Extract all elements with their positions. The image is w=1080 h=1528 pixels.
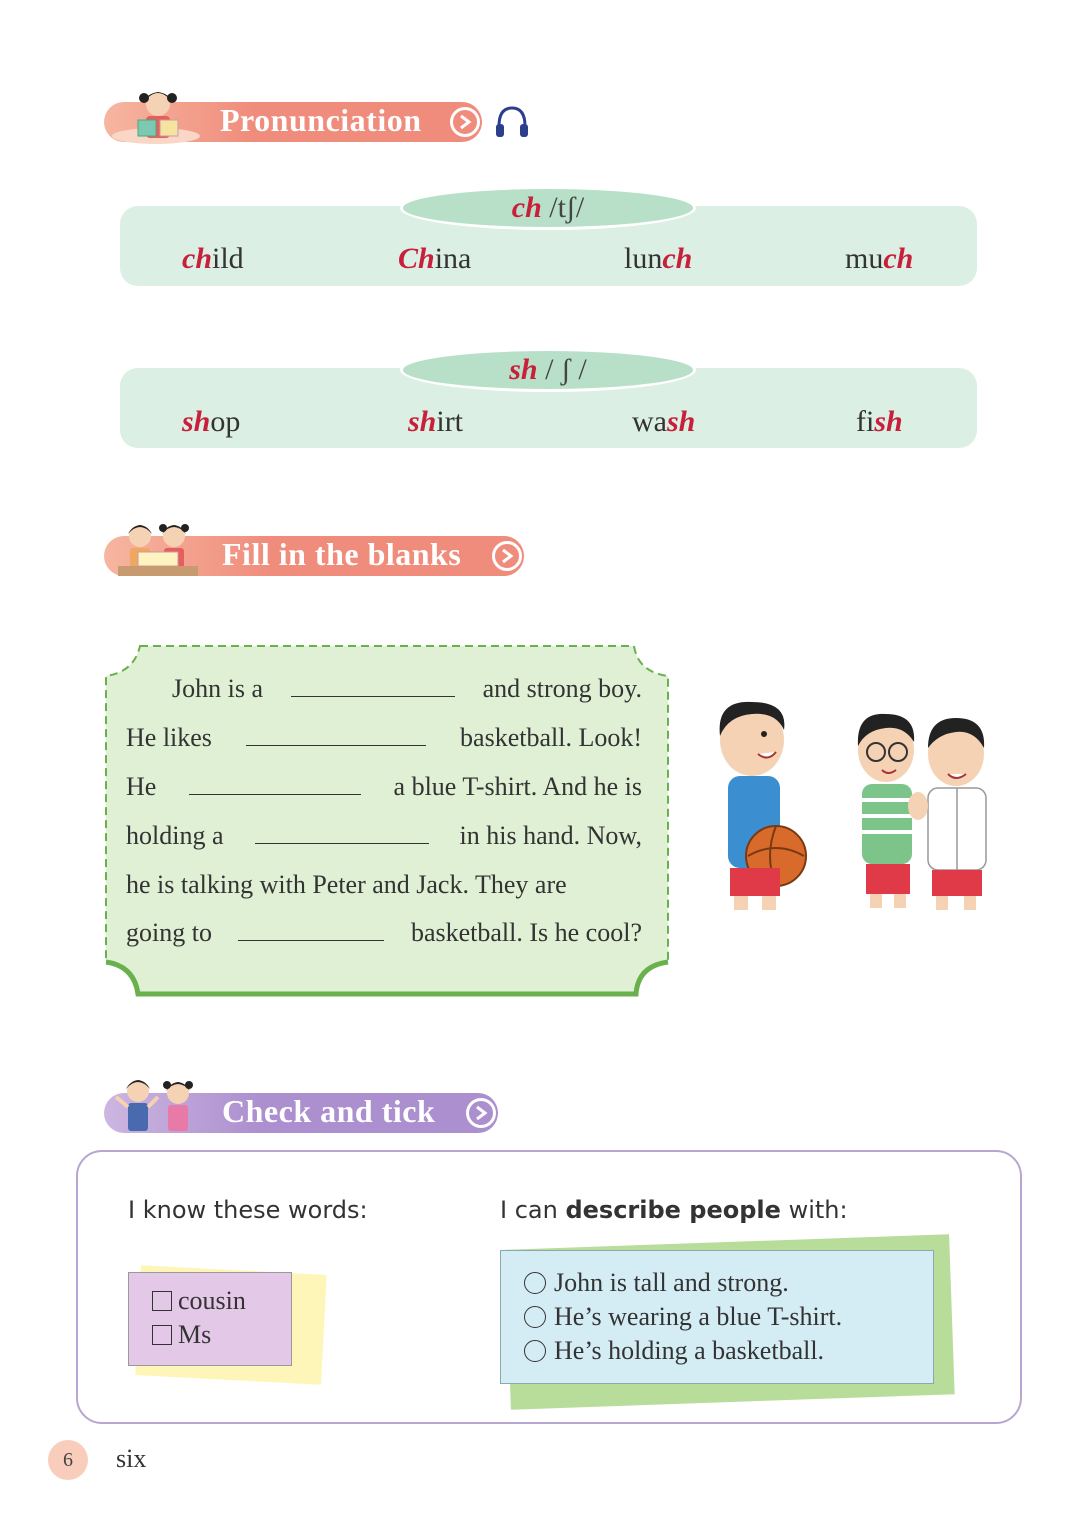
- play-arrow-icon[interactable]: [450, 107, 480, 137]
- fill-line: John is a and strong boy.: [172, 674, 642, 703]
- describe-header: I can describe people with:: [500, 1196, 848, 1224]
- headphones-icon[interactable]: [494, 104, 530, 140]
- phonics-word: child: [182, 242, 244, 275]
- blank-field[interactable]: [291, 675, 455, 697]
- phonics-letters: sh: [509, 353, 538, 386]
- kids-cheering-illustration: [108, 1075, 208, 1137]
- checkbox-icon[interactable]: [152, 1325, 172, 1345]
- boys-illustration: [706, 690, 1006, 920]
- sentence-radio-item[interactable]: He’s holding a basketball.: [524, 1336, 824, 1366]
- sentence-radio-item[interactable]: He’s wearing a blue T-shirt.: [524, 1302, 842, 1332]
- fill-blanks-title: Fill in the blanks: [222, 536, 462, 572]
- phonics-pill-sh: [400, 348, 696, 392]
- word-checkbox-item[interactable]: cousin: [152, 1286, 246, 1316]
- checkbox-icon[interactable]: [152, 1291, 172, 1311]
- word-checkbox-item[interactable]: Ms: [152, 1320, 211, 1350]
- page-number: 6: [48, 1440, 88, 1480]
- fill-line: he is talking with Peter and Jack. They are: [126, 870, 567, 899]
- phonics-word: much: [845, 242, 914, 275]
- phonics-word: China: [398, 242, 472, 275]
- play-arrow-icon[interactable]: [466, 1098, 496, 1128]
- fill-line: going to basketball. Is he cool?: [126, 918, 642, 947]
- blank-field[interactable]: [246, 724, 426, 746]
- girl-reading-illustration: [108, 84, 204, 146]
- kids-reading-illustration: [108, 518, 208, 580]
- phonics-pill-ch: [400, 186, 696, 230]
- phonics-word: fish: [856, 405, 903, 438]
- check-tick-box: [76, 1150, 1022, 1424]
- phonics-ipa: /tʃ/: [549, 191, 585, 224]
- pronunciation-title: Pronunciation: [220, 102, 422, 138]
- phonics-letters: ch: [511, 191, 542, 224]
- check-tick-banner: [104, 1093, 498, 1133]
- blank-field[interactable]: [255, 822, 429, 844]
- phonics-word: shop: [182, 405, 241, 438]
- phonics-ipa: / ʃ /: [545, 353, 587, 386]
- radio-circle-icon[interactable]: [524, 1340, 546, 1362]
- phonics-word: lunch: [624, 242, 693, 275]
- play-arrow-icon[interactable]: [492, 541, 522, 571]
- fill-line: He likes basketball. Look!: [126, 723, 642, 752]
- page-word: six: [116, 1444, 147, 1473]
- radio-circle-icon[interactable]: [524, 1272, 546, 1294]
- pronunciation-banner: [104, 102, 482, 142]
- phonics-word: wash: [632, 405, 696, 438]
- fill-line: holding a in his hand. Now,: [126, 821, 642, 850]
- fill-blanks-banner: [104, 536, 524, 576]
- words-header: I know these words:: [128, 1196, 368, 1224]
- phonics-word: shirt: [408, 405, 464, 438]
- blank-field[interactable]: [189, 773, 361, 795]
- blank-field[interactable]: [238, 919, 384, 941]
- check-tick-title: Check and tick: [222, 1093, 436, 1129]
- fill-blanks-card: [104, 644, 670, 998]
- radio-circle-icon[interactable]: [524, 1306, 546, 1328]
- fill-line: He a blue T-shirt. And he is: [126, 772, 642, 801]
- sentence-radio-item[interactable]: John is tall and strong.: [524, 1268, 789, 1298]
